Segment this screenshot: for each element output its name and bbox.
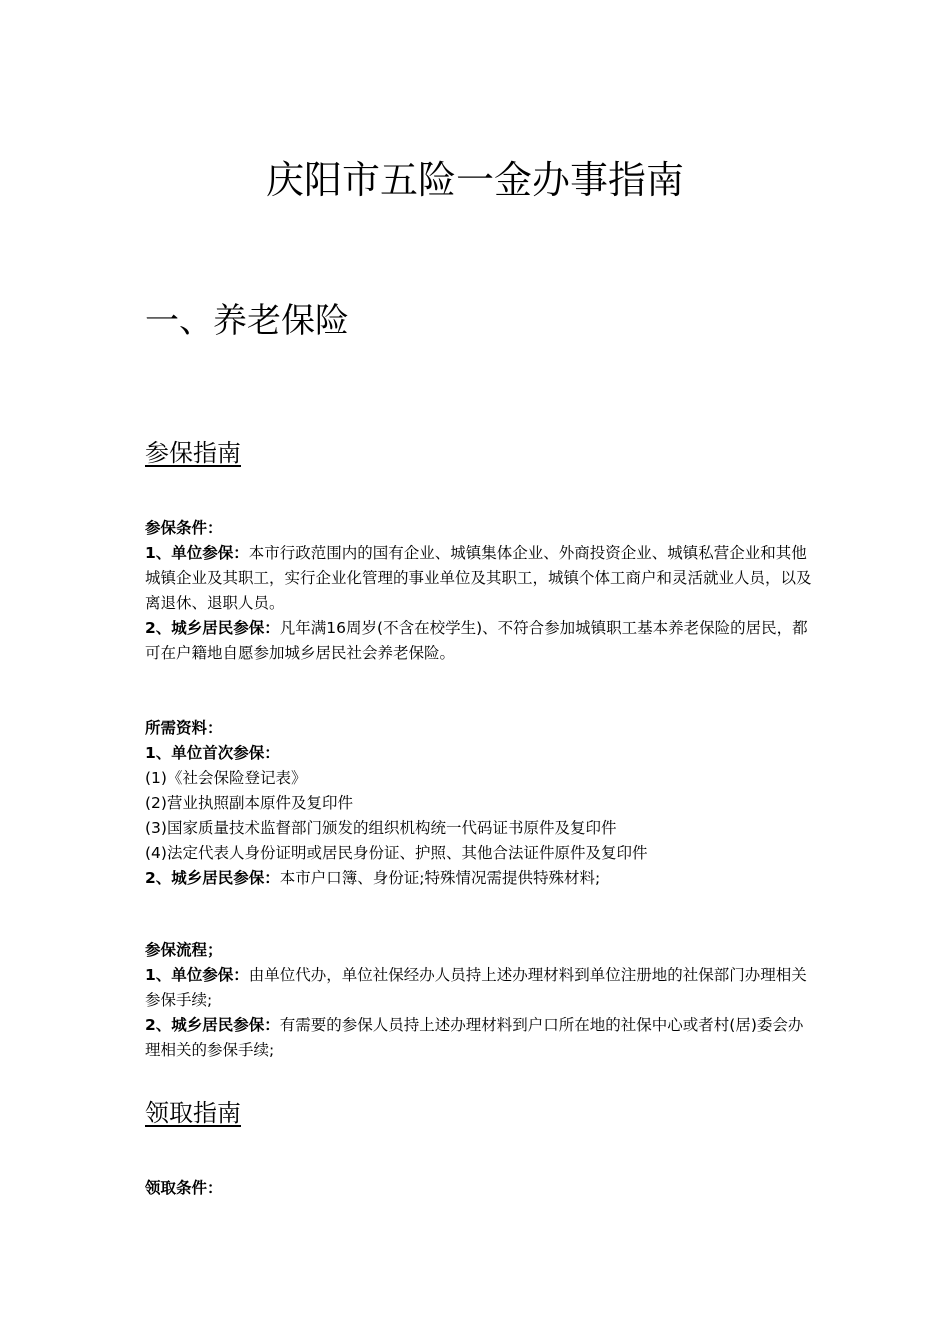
- materials-list-item: (1)《社会保险登记表》: [145, 769, 307, 787]
- materials-heading: 所需资料：: [145, 719, 223, 737]
- materials-list-item: (3)国家质量技术监督部门颁发的组织机构统一代码证书原件及复印件: [145, 819, 617, 837]
- condition-1-text: 本市行政范围内的国有企业、城镇集体企业、外商投资企业、城镇私营企业和其他城镇企业及其职工，实行企业化管理的事业单位及其职工，城镇个体工商户和灵活就业人员，以及离退休、退职人员。: [145, 544, 812, 612]
- condition-1-label: 1、单位参保：: [145, 544, 249, 562]
- subsection-heading-receive-guide: 领取指南: [145, 1099, 241, 1127]
- condition-2-text: 凡年满16周岁(不含在校学生)、不符合参加城镇职工基本养老保险的居民，都可在户籍地自愿参加城乡居民社会养老保险。: [145, 619, 808, 662]
- enrollment-conditions: [145, 516, 813, 666]
- process-2-label: 2、城乡居民参保：: [145, 1016, 280, 1034]
- materials-list-item: (4)法定代表人身份证明或居民身份证、护照、其他合法证件原件及复印件: [145, 844, 648, 862]
- required-materials: [145, 716, 813, 891]
- document-title: 庆阳市五险一金办事指南: [265, 158, 684, 202]
- materials-1-label: 1、单位首次参保：: [145, 744, 280, 762]
- process-1-text: 由单位代办，单位社保经办人员持上述办理材料到单位注册地的社保部门办理相关参保手续;: [145, 966, 807, 1009]
- enrollment-process: [145, 938, 813, 1063]
- condition-2-label: 2、城乡居民参保：: [145, 619, 280, 637]
- process-heading: 参保流程；: [145, 941, 223, 959]
- materials-2-label: 2、城乡居民参保：: [145, 869, 280, 887]
- materials-list-item: (2)营业执照副本原件及复印件: [145, 794, 353, 812]
- receive-heading: 领取条件：: [145, 1179, 223, 1197]
- section-heading-pension: 一、养老保险: [145, 301, 349, 341]
- materials-2-text: 本市户口簿、身份证;特殊情况需提供特殊材料;: [279, 869, 601, 887]
- subsection-heading-enrollment-guide: 参保指南: [145, 439, 241, 467]
- process-2-text: 有需要的参保人员持上述办理材料到户口所在地的社保中心或者村(居)委会办理相关的参保手续;: [145, 1016, 804, 1059]
- conditions-heading: 参保条件：: [145, 519, 223, 537]
- process-1-label: 1、单位参保：: [145, 966, 249, 984]
- receive-conditions: [145, 1176, 813, 1201]
